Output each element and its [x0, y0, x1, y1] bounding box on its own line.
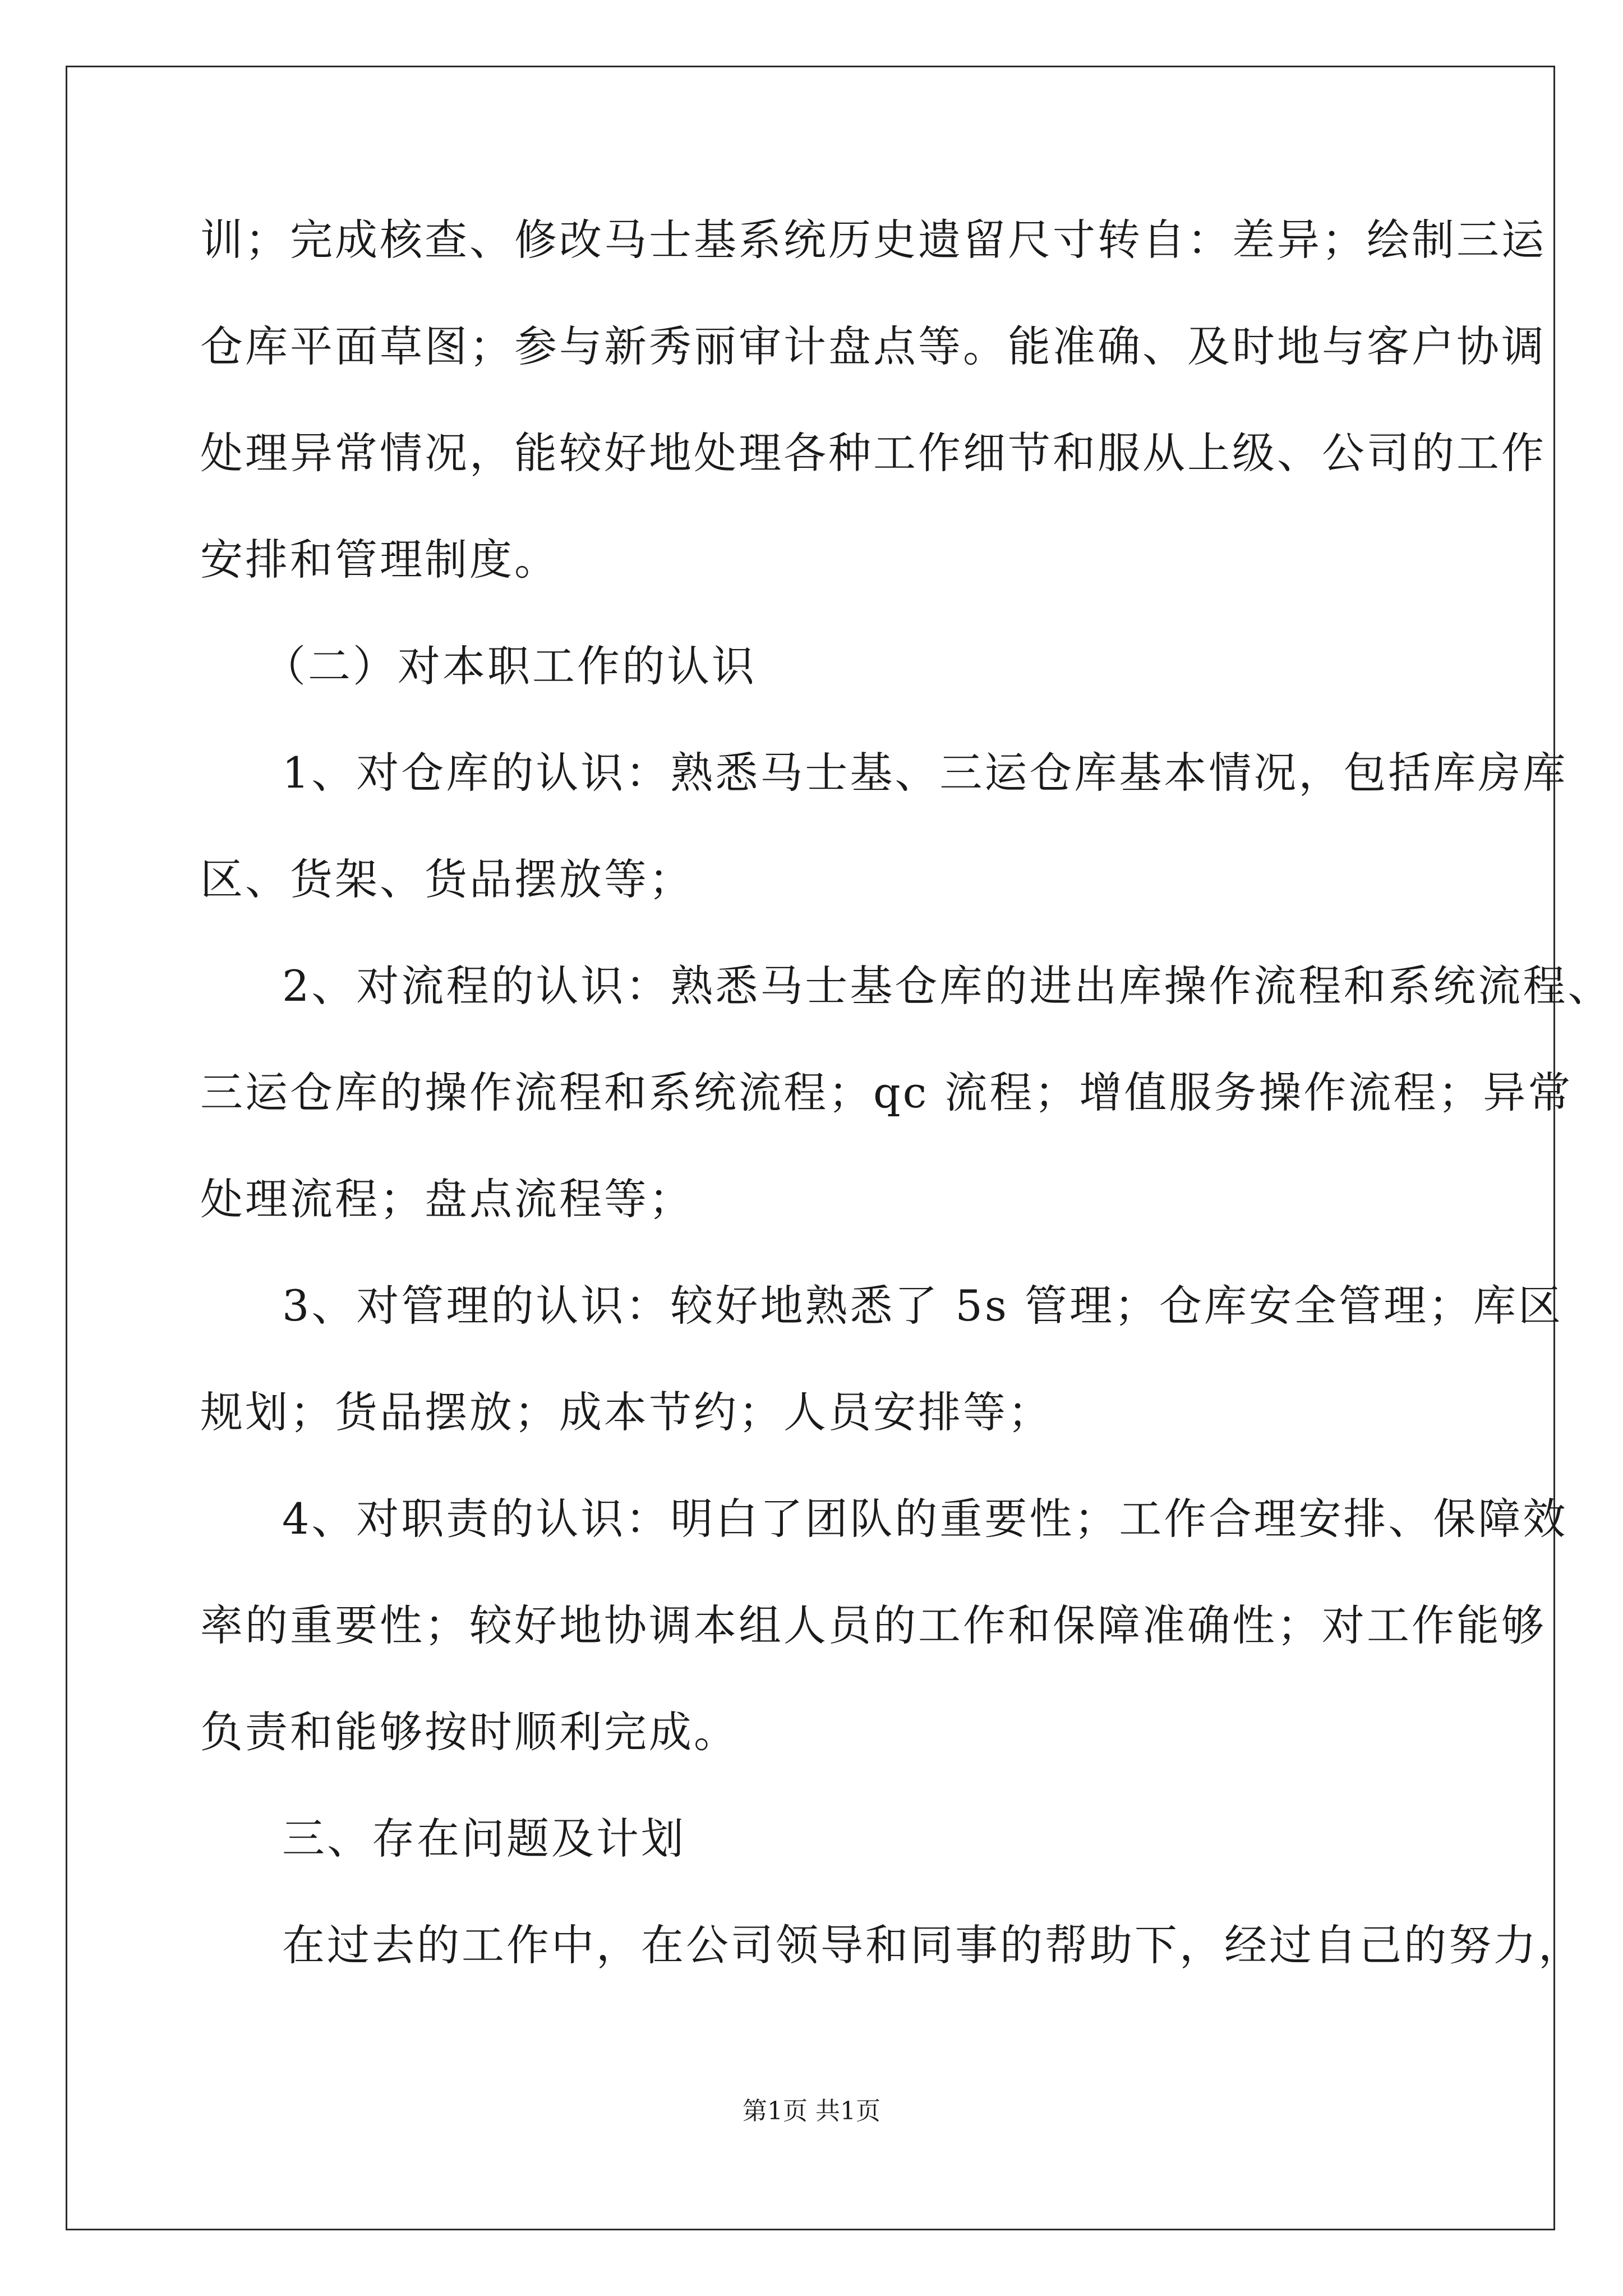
text-line-9: 三运仓库的操作流程和系统流程；qc 流程；增值服务操作流程；异常 — [200, 1068, 1573, 1117]
text-line-14: 率的重要性；较好地协调本组人员的工作和保障准确性；对工作能够 — [200, 1600, 1546, 1650]
text-line-1: 训；完成核查、修改马士基系统历史遗留尺寸转自：差异；绘制三运 — [200, 215, 1546, 265]
text-line-6: 1、对仓库的认识：熟悉马士基、三运仓库基本情况，包括库房库 — [282, 748, 1568, 798]
section-heading-3: 三、存在问题及计划 — [282, 1814, 686, 1864]
text-line-11: 3、对管理的认识：较好地熟悉了 5s 管理；仓库安全管理；库区 — [282, 1281, 1564, 1331]
text-line-7: 区、货架、货品摆放等； — [200, 854, 694, 904]
section-heading-2: （二）对本职工作的认识 — [263, 641, 757, 691]
text-line-4: 安排和管理制度。 — [200, 535, 559, 585]
page-footer: 第1页 共1页 — [743, 2097, 880, 2125]
text-line-15: 负责和能够按时顺利完成。 — [200, 1707, 739, 1757]
text-line-3: 处理异常情况，能较好地处理各种工作细节和服从上级、公司的工作 — [200, 428, 1546, 478]
page-border — [66, 66, 1555, 2230]
text-line-12: 规划；货品摆放；成本节约；人员安排等； — [200, 1387, 1053, 1437]
text-line-17: 在过去的工作中，在公司领导和同事的帮助下，经过自己的努力， — [282, 1920, 1583, 1970]
text-line-8: 2、对流程的认识：熟悉马士基仓库的进出库操作流程和系统流程、 — [282, 961, 1613, 1011]
text-line-10: 处理流程；盘点流程等； — [200, 1174, 694, 1224]
text-line-2: 仓库平面草图；参与新秀丽审计盘点等。能准确、及时地与客户协调 — [200, 321, 1546, 371]
text-line-13: 4、对职责的认识：明白了团队的重要性；工作合理安排、保障效 — [282, 1494, 1568, 1544]
